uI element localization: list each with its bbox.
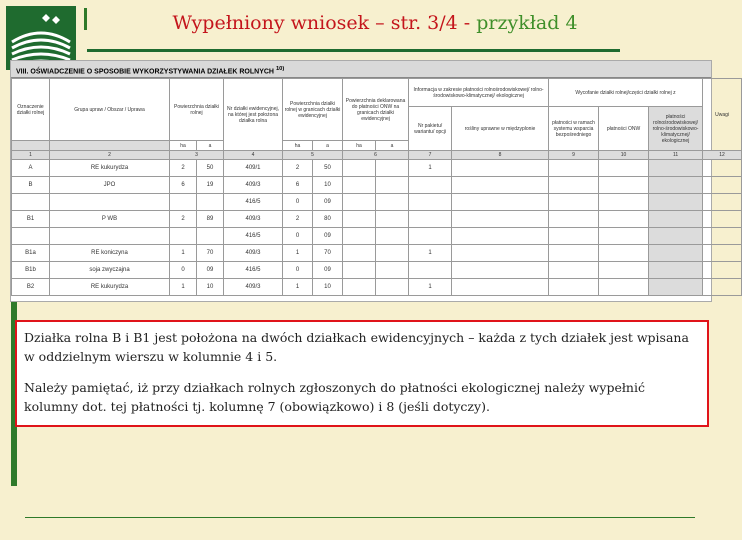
table-row: B2 RE kukurydza 1 10 409/3 1 10 1 [12, 279, 742, 296]
info-paragraph-2: Należy pamiętać, iż przy działkach rolnych zgłoszonych do płatności ekologicznej należy wypełnić kolumny dot. tej płatności tj. kolumnę 7 (obowiązkowo) i 8 (jeśli dotyczy). [24, 380, 645, 414]
col-number: 3 [170, 151, 224, 160]
title-accent: przykład 4 [476, 12, 578, 34]
header-col5: Powierzchnia działki rolnej w granicach działki ewidencyjnej [283, 79, 343, 141]
header-col2: Grupa upraw / Obszar / Uprawa [50, 79, 170, 141]
col-number: 10 [599, 151, 649, 160]
table-row: 416/5 0 09 [12, 228, 742, 245]
table-row: B1b soja zwyczajna 0 09 416/5 0 09 [12, 262, 742, 279]
page-title [130, 12, 620, 34]
header-col4: Nr działki ewidencyjnej, na której jest położona działka rolna [224, 79, 283, 151]
header-col9: płatności w ramach systemu wsparcia bezpośredniego [549, 107, 599, 151]
table-row: B JPO 6 19 409/3 6 10 [12, 177, 742, 194]
form-excerpt [10, 60, 730, 302]
header-col1: Oznaczenie działki rolnej [12, 79, 50, 141]
title-underline [87, 49, 620, 52]
header-col3: Powierzchnia działki rolnej [170, 79, 224, 141]
plots-table [11, 78, 742, 296]
header-col8: rośliny uprawne w międzyplonie [452, 107, 549, 151]
col-number: 5 [283, 151, 343, 160]
header-empty [12, 141, 50, 151]
title-main: Wypełniony wniosek – str. 3/4 - [172, 12, 477, 34]
table-row: 416/5 0 09 [12, 194, 742, 211]
table-row: B1 P WB 2 89 409/3 2 80 [12, 211, 742, 228]
bottom-divider [25, 517, 695, 518]
col-number: 2 [50, 151, 170, 160]
unit-ha: ha [343, 141, 376, 151]
col-number: 4 [224, 151, 283, 160]
table-row: B1a RE koniczyna 1 70 409/3 1 70 1 [12, 245, 742, 262]
col-number: 8 [452, 151, 549, 160]
info-box [15, 320, 709, 427]
header-col12: Uwagi [703, 79, 742, 151]
header-accent-bar [84, 8, 87, 30]
info-paragraph-1: Działka rolna B i B1 jest położona na dwóch działkach ewidencyjnych – każda z tych działek jest wpisana w oddzielnym wierszu w kolumnie 4 i 5. [24, 330, 689, 364]
unit-a: a [197, 141, 224, 151]
form-section-title: VIII. OŚWIADCZENIE O SPOSOBIE WYKORZYSTYWANIA DZIAŁEK ROLNYCH $^{10)}$ [11, 61, 711, 78]
col-number: 6 [343, 151, 409, 160]
header-col10: płatności ONW [599, 107, 649, 151]
header-col11: płatności rolnośrodowiskowej/ rolno-środowiskowo-klimatycznej/ ekologicznej [649, 107, 703, 151]
col-number: 9 [549, 151, 599, 160]
unit-ha: ha [170, 141, 197, 151]
col-number: 12 [703, 151, 742, 160]
unit-a: a [313, 141, 343, 151]
header-empty [50, 141, 170, 151]
header-col7: Nr pakietu/ wariantu/ opcji [409, 107, 452, 151]
header-wyc-group: Wycofanie działki rolnej/części działki rolnej z [549, 79, 703, 107]
unit-ha: ha [283, 141, 313, 151]
col-number: 7 [409, 151, 452, 160]
col-number: 1 [12, 151, 50, 160]
col-number: 11 [649, 151, 703, 160]
header-col6: Powierzchnia deklarowana do płatności ONW na granicach działki ewidencyjnej [343, 79, 409, 141]
header-info-group: Informacja w zakresie płatności rolnośrodowiskowej/ rolno-środowiskowo-klimatycznej/ ekologicznej [409, 79, 549, 107]
unit-a: a [376, 141, 409, 151]
table-row: A RE kukurydza 2 50 409/1 2 50 1 [12, 160, 742, 177]
